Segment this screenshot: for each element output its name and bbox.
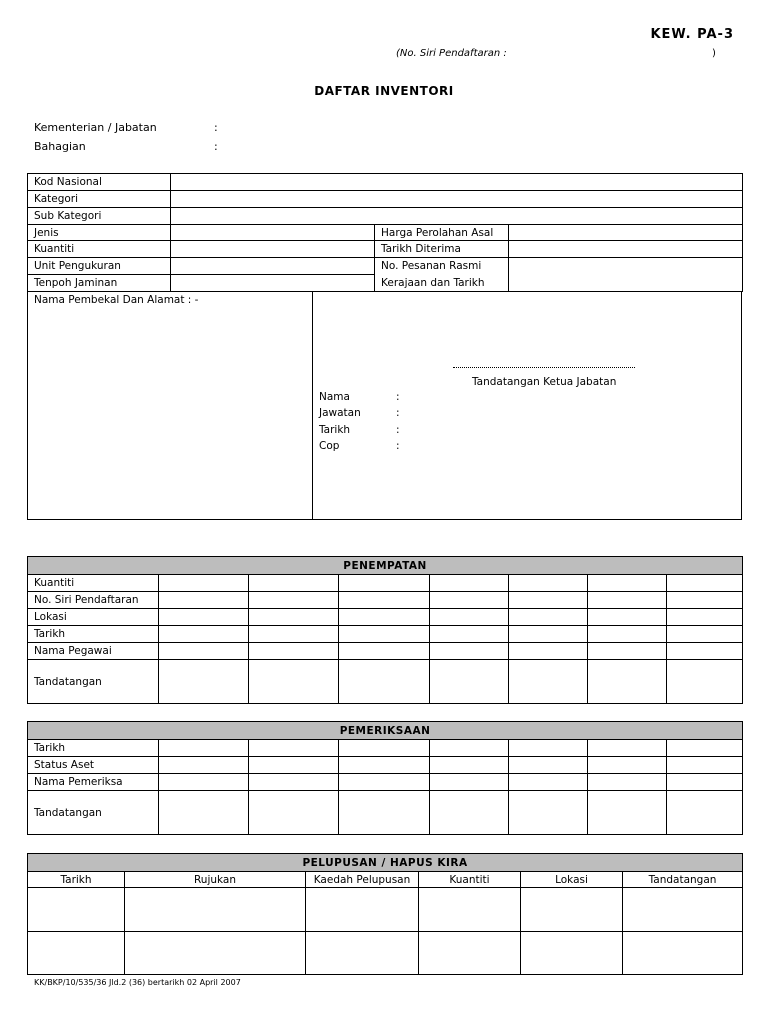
cell[interactable] [430,609,509,626]
supplier-box[interactable] [27,291,313,520]
signature-line[interactable] [453,367,635,368]
cell[interactable] [509,757,588,774]
penempatan-row-label: Kuantiti [28,575,159,592]
cell[interactable] [430,757,509,774]
pemeriksaan-table [27,721,743,835]
unit-pengukuran-label: Unit Pengukuran [28,258,171,275]
cell[interactable] [667,609,743,626]
cell[interactable] [159,626,249,643]
cell[interactable] [159,660,249,704]
harga-perolehan-label: Harga Perolahan Asal [375,225,509,241]
cell[interactable] [509,643,588,660]
cell[interactable] [667,643,743,660]
siri-close: ) [712,48,716,59]
penempatan-row-label: Nama Pegawai [28,643,159,660]
col-rujukan: Rujukan [125,872,306,888]
harga-perolehan-value[interactable] [509,225,743,241]
cell[interactable] [667,774,743,791]
page-title: DAFTAR INVENTORI [314,84,454,98]
signatory-tarikh-colon: : [396,424,400,436]
ministry-label: Kementerian / Jabatan [34,121,157,134]
footer-reference: KK/BKP/10/535/36 Jld.2 (36) bertarikh 02 April 2007 [34,978,241,987]
cell[interactable] [28,932,125,975]
cell[interactable] [28,888,125,932]
jenis-value[interactable] [171,225,375,241]
penempatan-row-label: Tarikh [28,626,159,643]
cell[interactable] [159,609,249,626]
cell[interactable] [667,740,743,757]
cell[interactable] [339,660,430,704]
col-kaedah-pelupusan: Kaedah Pelupusan [306,872,419,888]
signatory-cop-label: Cop [319,440,340,452]
cell[interactable] [249,757,339,774]
cell[interactable] [667,575,743,592]
cell[interactable] [667,592,743,609]
tempoh-jaminan-value[interactable] [171,275,375,292]
sub-kategori-value[interactable] [171,208,743,225]
cell[interactable] [509,791,588,835]
cell[interactable] [249,626,339,643]
kod-nasional-value[interactable] [171,174,743,191]
cell[interactable] [509,660,588,704]
cell[interactable] [509,575,588,592]
signatory-nama-label: Nama [319,391,350,403]
cell[interactable] [159,791,249,835]
form-code: KEW. PA-3 [650,27,734,42]
cell[interactable] [588,774,667,791]
cell[interactable] [521,888,623,932]
cell[interactable] [306,932,419,975]
cell[interactable] [430,740,509,757]
jenis-label: Jenis [28,225,171,241]
penempatan-title: PENEMPATAN [28,557,743,575]
cell[interactable] [339,626,430,643]
cell[interactable] [339,643,430,660]
unit-pengukuran-value[interactable] [171,258,375,275]
cell[interactable] [588,660,667,704]
cell[interactable] [623,932,743,975]
cell[interactable] [306,888,419,932]
cell[interactable] [249,774,339,791]
cell[interactable] [623,888,743,932]
cell[interactable] [430,660,509,704]
cell[interactable] [125,888,306,932]
kuantiti-label: Kuantiti [28,241,171,258]
cell[interactable] [159,774,249,791]
cell[interactable] [159,757,249,774]
cell[interactable] [159,643,249,660]
cell[interactable] [430,774,509,791]
signature-caption: Tandatangan Ketua Jabatan [472,376,617,388]
department-label: Bahagian [34,140,86,153]
cell[interactable] [509,626,588,643]
cell[interactable] [588,757,667,774]
cell[interactable] [509,774,588,791]
pelupusan-title: PELUPUSAN / HAPUS KIRA [28,854,743,872]
cell[interactable] [339,774,430,791]
cell[interactable] [249,592,339,609]
cell[interactable] [339,592,430,609]
registration-serial-label [396,48,716,59]
signatory-jawatan-colon: : [396,407,400,419]
ministry-colon: : [214,121,218,134]
cell[interactable] [667,626,743,643]
pemeriksaan-row-label: Status Aset [28,757,159,774]
signatory-cop-colon: : [396,440,400,452]
cell[interactable] [249,660,339,704]
cell[interactable] [667,791,743,835]
no-pesanan-label: No. Pesanan Rasmi [375,258,509,275]
penempatan-row-label: Tandatangan [28,660,159,704]
penempatan-table [27,556,743,704]
tarikh-diterima-label: Tarikh Diterima [375,241,509,258]
cell[interactable] [509,592,588,609]
cell[interactable] [588,791,667,835]
cell[interactable] [339,791,430,835]
cell[interactable] [419,932,521,975]
cell[interactable] [667,757,743,774]
cell[interactable] [419,888,521,932]
cell[interactable] [159,592,249,609]
cell[interactable] [430,626,509,643]
tarikh-diterima-value[interactable] [509,241,743,258]
cell[interactable] [430,791,509,835]
cell[interactable] [159,575,249,592]
cell[interactable] [509,740,588,757]
cell[interactable] [588,740,667,757]
penempatan-row-label: Lokasi [28,609,159,626]
col-tarikh: Tarikh [28,872,125,888]
pemeriksaan-row-label: Tandatangan [28,791,159,835]
cell[interactable] [339,740,430,757]
signature-box [312,291,742,520]
signatory-jawatan-label: Jawatan [319,407,361,419]
col-kuantiti: Kuantiti [419,872,521,888]
signatory-nama-colon: : [396,391,400,403]
kategori-label: Kategori [28,191,171,208]
cell[interactable] [509,609,588,626]
sub-kategori-label: Sub Kategori [28,208,171,225]
supplier-label: Nama Pembekal Dan Alamat : - [34,294,199,306]
cell[interactable] [339,609,430,626]
pelupusan-table [27,853,743,975]
kategori-value[interactable] [171,191,743,208]
cell[interactable] [430,575,509,592]
cell[interactable] [249,575,339,592]
cell[interactable] [588,643,667,660]
cell[interactable] [667,660,743,704]
cell[interactable] [339,757,430,774]
no-pesanan-value[interactable] [509,258,743,292]
cell[interactable] [339,575,430,592]
department-colon: : [214,140,218,153]
kuantiti-value[interactable] [171,241,375,258]
cell[interactable] [249,791,339,835]
col-lokasi: Lokasi [521,872,623,888]
cell[interactable] [249,643,339,660]
cell[interactable] [588,626,667,643]
penempatan-row-label: No. Siri Pendaftaran [28,592,159,609]
siri-label: (No. Siri Pendaftaran : [396,48,507,59]
kod-nasional-label: Kod Nasional [28,174,171,191]
asset-info-table [27,173,743,292]
cell[interactable] [249,740,339,757]
pemeriksaan-title: PEMERIKSAAN [28,722,743,740]
cell[interactable] [249,609,339,626]
kerajaan-tarikh-label: Kerajaan dan Tarikh [375,275,509,292]
pemeriksaan-row-label: Tarikh [28,740,159,757]
cell[interactable] [430,643,509,660]
cell[interactable] [588,609,667,626]
signatory-tarikh-label: Tarikh [319,424,351,436]
col-tandatangan: Tandatangan [623,872,743,888]
cell[interactable] [125,932,306,975]
cell[interactable] [521,932,623,975]
cell[interactable] [430,592,509,609]
cell[interactable] [159,740,249,757]
tempoh-jaminan-label: Tenpoh Jaminan [28,275,171,292]
pemeriksaan-row-label: Nama Pemeriksa [28,774,159,791]
cell[interactable] [588,592,667,609]
cell[interactable] [588,575,667,592]
